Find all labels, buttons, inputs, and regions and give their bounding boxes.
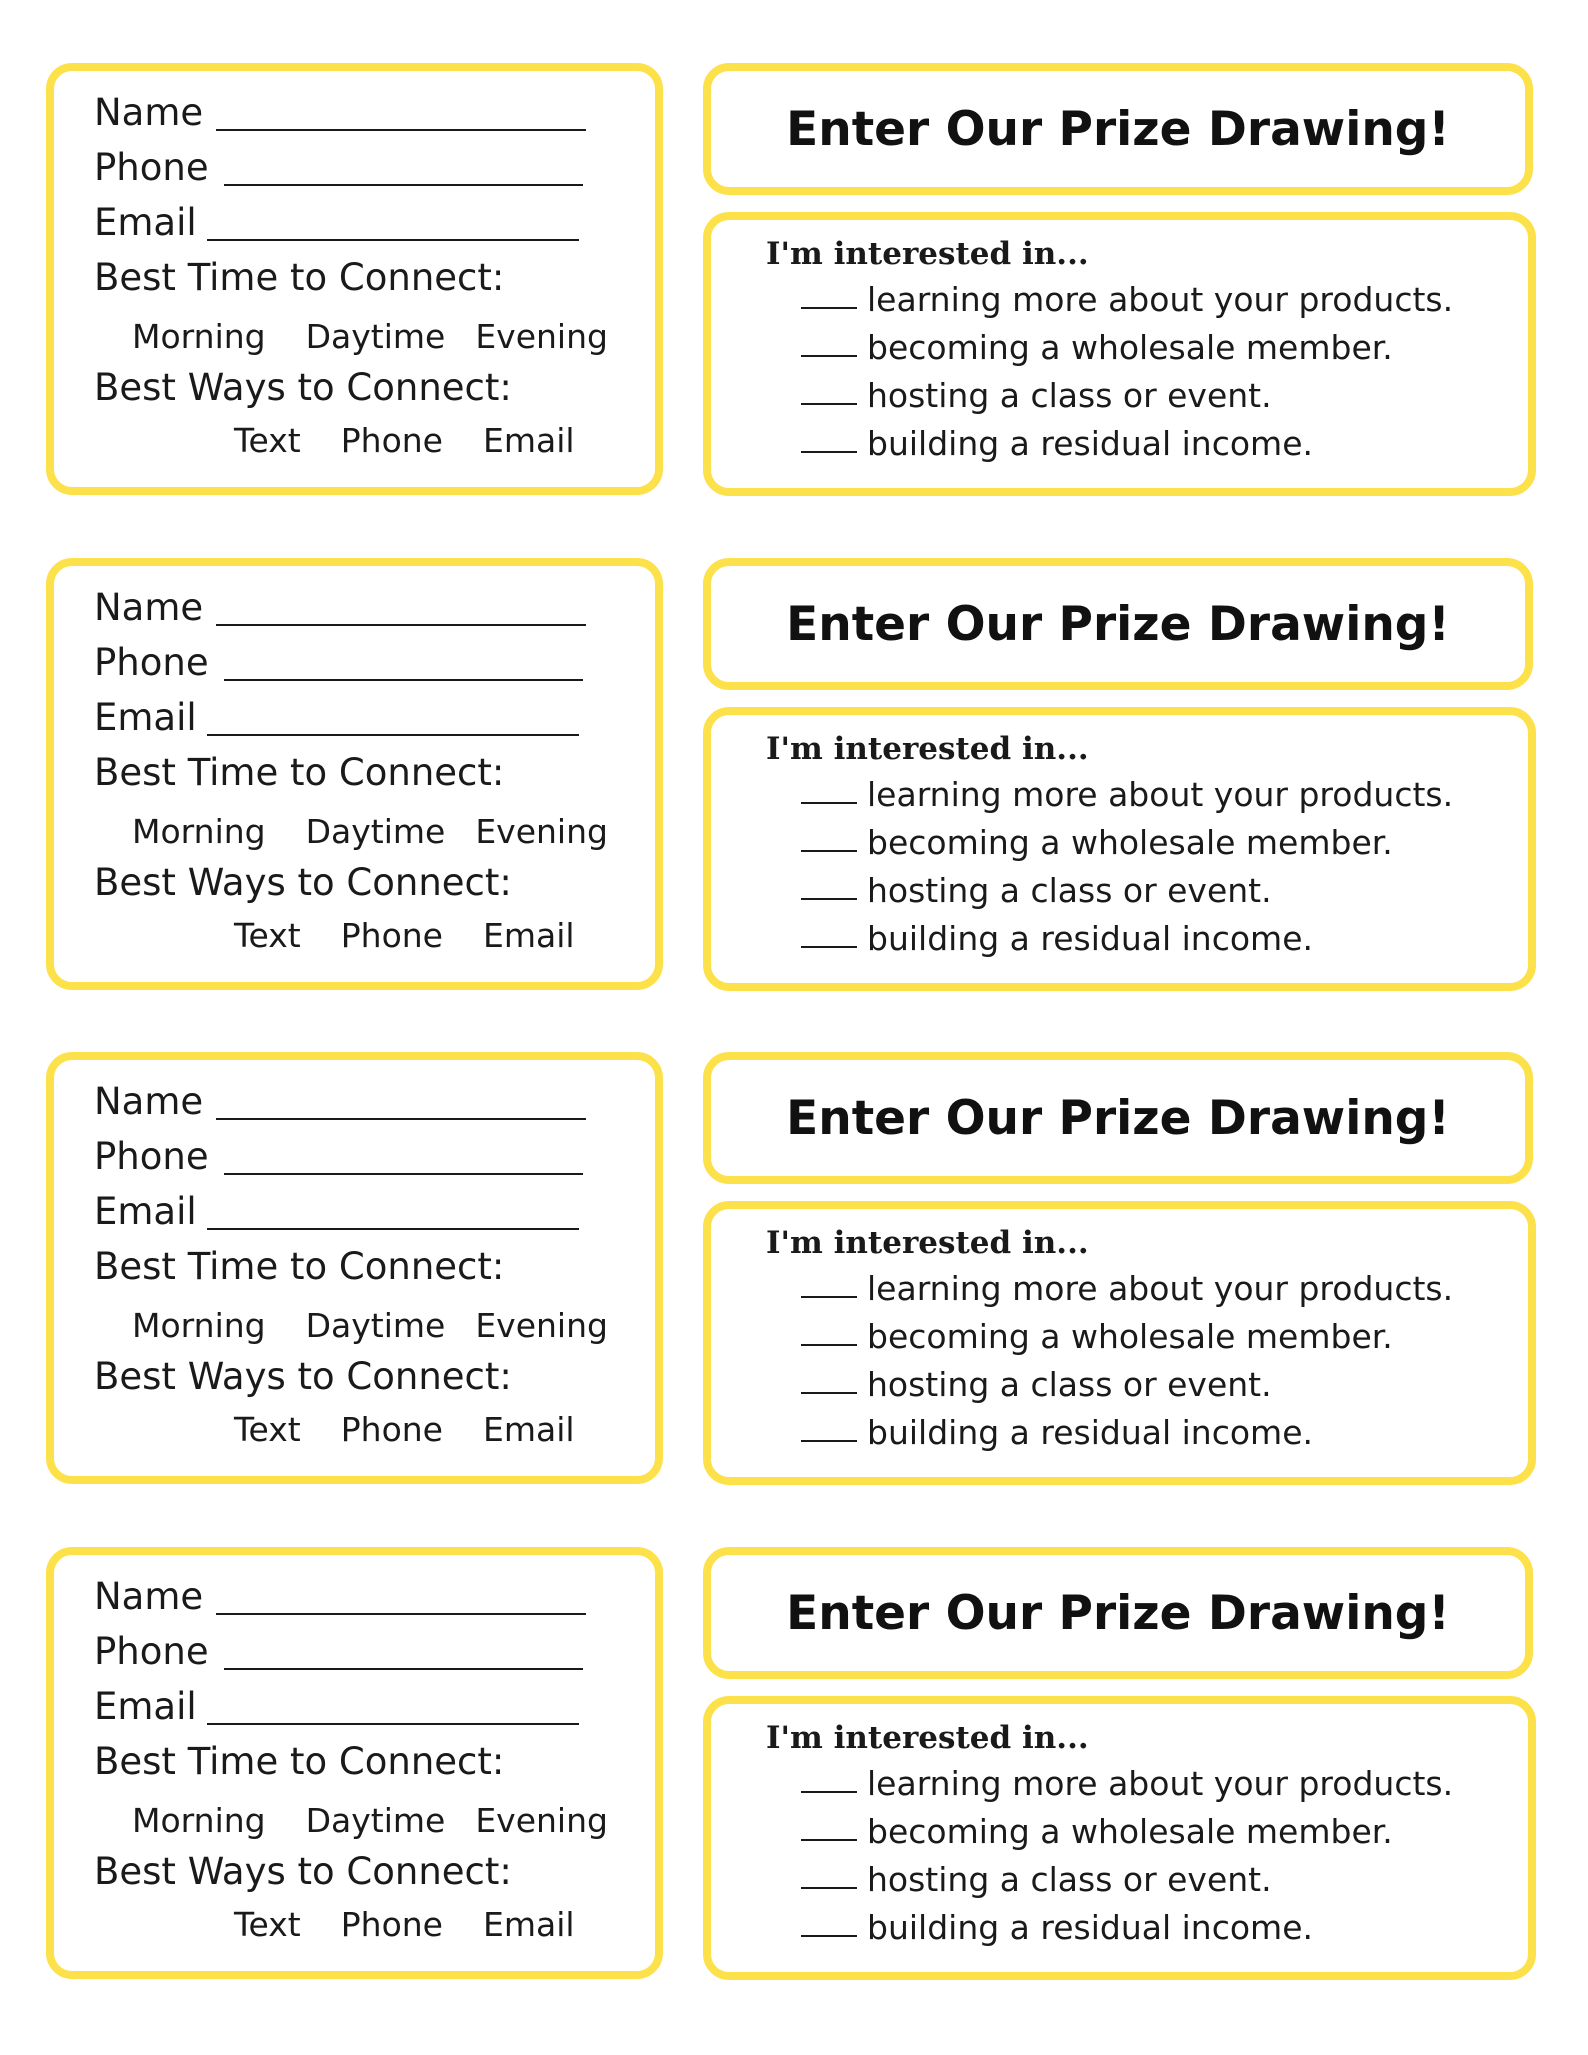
- best-ways-label: Best Ways to Connect:: [94, 1355, 512, 1398]
- way-option[interactable]: Phone: [340, 421, 443, 460]
- interest-item: [801, 372, 1453, 420]
- email-field-blank[interactable]: [207, 1228, 579, 1230]
- checkbox-blank[interactable]: [801, 1392, 857, 1394]
- interest-item: [801, 1409, 1453, 1457]
- best-time-options: [132, 317, 608, 357]
- way-option[interactable]: Email: [482, 1905, 575, 1944]
- drawing-title: Enter Our Prize Drawing!: [786, 101, 1450, 157]
- phone-field-blank[interactable]: [224, 1668, 583, 1670]
- checkbox-blank[interactable]: [801, 898, 857, 900]
- checkbox-blank[interactable]: [801, 403, 857, 405]
- best-time-label: Best Time to Connect:: [94, 751, 505, 794]
- email-field-blank[interactable]: [207, 239, 579, 241]
- checkbox-blank[interactable]: [801, 307, 857, 309]
- way-option[interactable]: Email: [482, 916, 575, 955]
- way-option[interactable]: Phone: [340, 1410, 443, 1449]
- email-field-blank[interactable]: [207, 1723, 579, 1725]
- time-option[interactable]: Daytime: [305, 317, 446, 356]
- best-ways-options: [234, 916, 575, 956]
- interest-item-label: becoming a wholesale member.: [867, 1812, 1393, 1851]
- name-field-blank[interactable]: [216, 1118, 586, 1120]
- interest-item-label: hosting a class or event.: [867, 871, 1272, 910]
- drawing-title: Enter Our Prize Drawing!: [786, 1585, 1450, 1641]
- interest-heading: I'm interested in...: [766, 731, 1089, 767]
- interest-list: [801, 1760, 1453, 1952]
- checkbox-blank[interactable]: [801, 1887, 857, 1889]
- name-field-blank[interactable]: [216, 624, 586, 626]
- interest-item-label: becoming a wholesale member.: [867, 328, 1393, 367]
- best-time-options: [132, 812, 608, 852]
- interest-item-label: learning more about your products.: [867, 280, 1454, 319]
- best-time-options: [132, 1801, 608, 1841]
- checkbox-blank[interactable]: [801, 1935, 857, 1937]
- email-field-blank[interactable]: [207, 734, 579, 736]
- interest-item-label: hosting a class or event.: [867, 1365, 1272, 1404]
- name-field-label: Name: [94, 586, 204, 629]
- best-time-options: [132, 1306, 608, 1346]
- checkbox-blank[interactable]: [801, 1296, 857, 1298]
- way-option[interactable]: Phone: [340, 916, 443, 955]
- name-field-label: Name: [94, 91, 204, 134]
- interest-heading: I'm interested in...: [766, 236, 1089, 272]
- title-card: [703, 1052, 1533, 1184]
- interest-item-label: learning more about your products.: [867, 1764, 1454, 1803]
- interest-card: [703, 707, 1536, 991]
- time-option[interactable]: Daytime: [305, 1306, 446, 1345]
- best-ways-options: [234, 421, 575, 461]
- phone-field-label: Phone: [94, 1135, 209, 1178]
- time-option[interactable]: Morning: [132, 1306, 266, 1345]
- email-field-label: Email: [94, 696, 197, 739]
- phone-field-blank[interactable]: [224, 679, 583, 681]
- way-option[interactable]: Email: [482, 421, 575, 460]
- time-option[interactable]: Morning: [132, 1801, 266, 1840]
- title-card: [703, 558, 1533, 690]
- phone-field-label: Phone: [94, 641, 209, 684]
- time-option[interactable]: Evening: [475, 812, 608, 851]
- contact-card: [46, 1052, 663, 1484]
- interest-list: [801, 1265, 1453, 1457]
- interest-item: [801, 1265, 1453, 1313]
- best-ways-label: Best Ways to Connect:: [94, 861, 512, 904]
- interest-item: [801, 1760, 1453, 1808]
- card-row: [0, 1547, 1588, 1987]
- name-field-label: Name: [94, 1575, 204, 1618]
- name-field-blank[interactable]: [216, 1613, 586, 1615]
- interest-item: [801, 1904, 1453, 1952]
- card-row: [0, 558, 1588, 998]
- best-time-label: Best Time to Connect:: [94, 1740, 505, 1783]
- interest-list: [801, 771, 1453, 963]
- card-row: [0, 1052, 1588, 1492]
- interest-list: [801, 276, 1453, 468]
- email-field-label: Email: [94, 1190, 197, 1233]
- checkbox-blank[interactable]: [801, 1440, 857, 1442]
- interest-item: [801, 1313, 1453, 1361]
- way-option[interactable]: Email: [482, 1410, 575, 1449]
- contact-card: [46, 63, 663, 495]
- checkbox-blank[interactable]: [801, 1839, 857, 1841]
- interest-item: [801, 420, 1453, 468]
- email-field-label: Email: [94, 1685, 197, 1728]
- interest-item-label: becoming a wholesale member.: [867, 823, 1393, 862]
- drawing-title: Enter Our Prize Drawing!: [786, 596, 1450, 652]
- time-option[interactable]: Evening: [475, 317, 608, 356]
- time-option[interactable]: Morning: [132, 317, 266, 356]
- interest-item-label: hosting a class or event.: [867, 1860, 1272, 1899]
- interest-item-label: hosting a class or event.: [867, 376, 1272, 415]
- checkbox-blank[interactable]: [801, 946, 857, 948]
- way-option[interactable]: Text: [234, 1905, 301, 1944]
- time-option[interactable]: Evening: [475, 1306, 608, 1345]
- best-ways-label: Best Ways to Connect:: [94, 1850, 512, 1893]
- interest-card: [703, 1696, 1536, 1980]
- name-field-label: Name: [94, 1080, 204, 1123]
- checkbox-blank[interactable]: [801, 802, 857, 804]
- interest-item-label: learning more about your products.: [867, 1269, 1454, 1308]
- way-option[interactable]: Phone: [340, 1905, 443, 1944]
- contact-card: [46, 558, 663, 990]
- interest-item-label: becoming a wholesale member.: [867, 1317, 1393, 1356]
- best-ways-options: [234, 1905, 575, 1945]
- way-option[interactable]: Text: [234, 916, 301, 955]
- checkbox-blank[interactable]: [801, 451, 857, 453]
- interest-item-label: building a residual income.: [867, 424, 1313, 463]
- interest-item: [801, 1856, 1453, 1904]
- time-option[interactable]: Daytime: [305, 1801, 446, 1840]
- time-option[interactable]: Morning: [132, 812, 266, 851]
- interest-item: [801, 819, 1453, 867]
- interest-item: [801, 867, 1453, 915]
- checkbox-blank[interactable]: [801, 1791, 857, 1793]
- phone-field-blank[interactable]: [224, 184, 583, 186]
- interest-item: [801, 771, 1453, 819]
- interest-item: [801, 324, 1453, 372]
- interest-item: [801, 1808, 1453, 1856]
- drawing-title: Enter Our Prize Drawing!: [786, 1090, 1450, 1146]
- title-card: [703, 63, 1533, 195]
- interest-card: [703, 1201, 1536, 1485]
- contact-card: [46, 1547, 663, 1979]
- way-option[interactable]: Text: [234, 1410, 301, 1449]
- checkbox-blank[interactable]: [801, 355, 857, 357]
- time-option[interactable]: Daytime: [305, 812, 446, 851]
- checkbox-blank[interactable]: [801, 850, 857, 852]
- interest-item: [801, 1361, 1453, 1409]
- interest-item-label: building a residual income.: [867, 919, 1313, 958]
- phone-field-blank[interactable]: [224, 1173, 583, 1175]
- best-time-label: Best Time to Connect:: [94, 256, 505, 299]
- title-card: [703, 1547, 1533, 1679]
- best-ways-label: Best Ways to Connect:: [94, 366, 512, 409]
- interest-item-label: learning more about your products.: [867, 775, 1454, 814]
- checkbox-blank[interactable]: [801, 1344, 857, 1346]
- phone-field-label: Phone: [94, 1630, 209, 1673]
- interest-card: [703, 212, 1536, 496]
- interest-item-label: building a residual income.: [867, 1413, 1313, 1452]
- best-time-label: Best Time to Connect:: [94, 1245, 505, 1288]
- time-option[interactable]: Evening: [475, 1801, 608, 1840]
- interest-heading: I'm interested in...: [766, 1225, 1089, 1261]
- card-row: [0, 63, 1588, 503]
- best-ways-options: [234, 1410, 575, 1450]
- way-option[interactable]: Text: [234, 421, 301, 460]
- name-field-blank[interactable]: [216, 129, 586, 131]
- phone-field-label: Phone: [94, 146, 209, 189]
- interest-heading: I'm interested in...: [766, 1720, 1089, 1756]
- interest-item: [801, 276, 1453, 324]
- interest-item-label: building a residual income.: [867, 1908, 1313, 1947]
- interest-item: [801, 915, 1453, 963]
- email-field-label: Email: [94, 201, 197, 244]
